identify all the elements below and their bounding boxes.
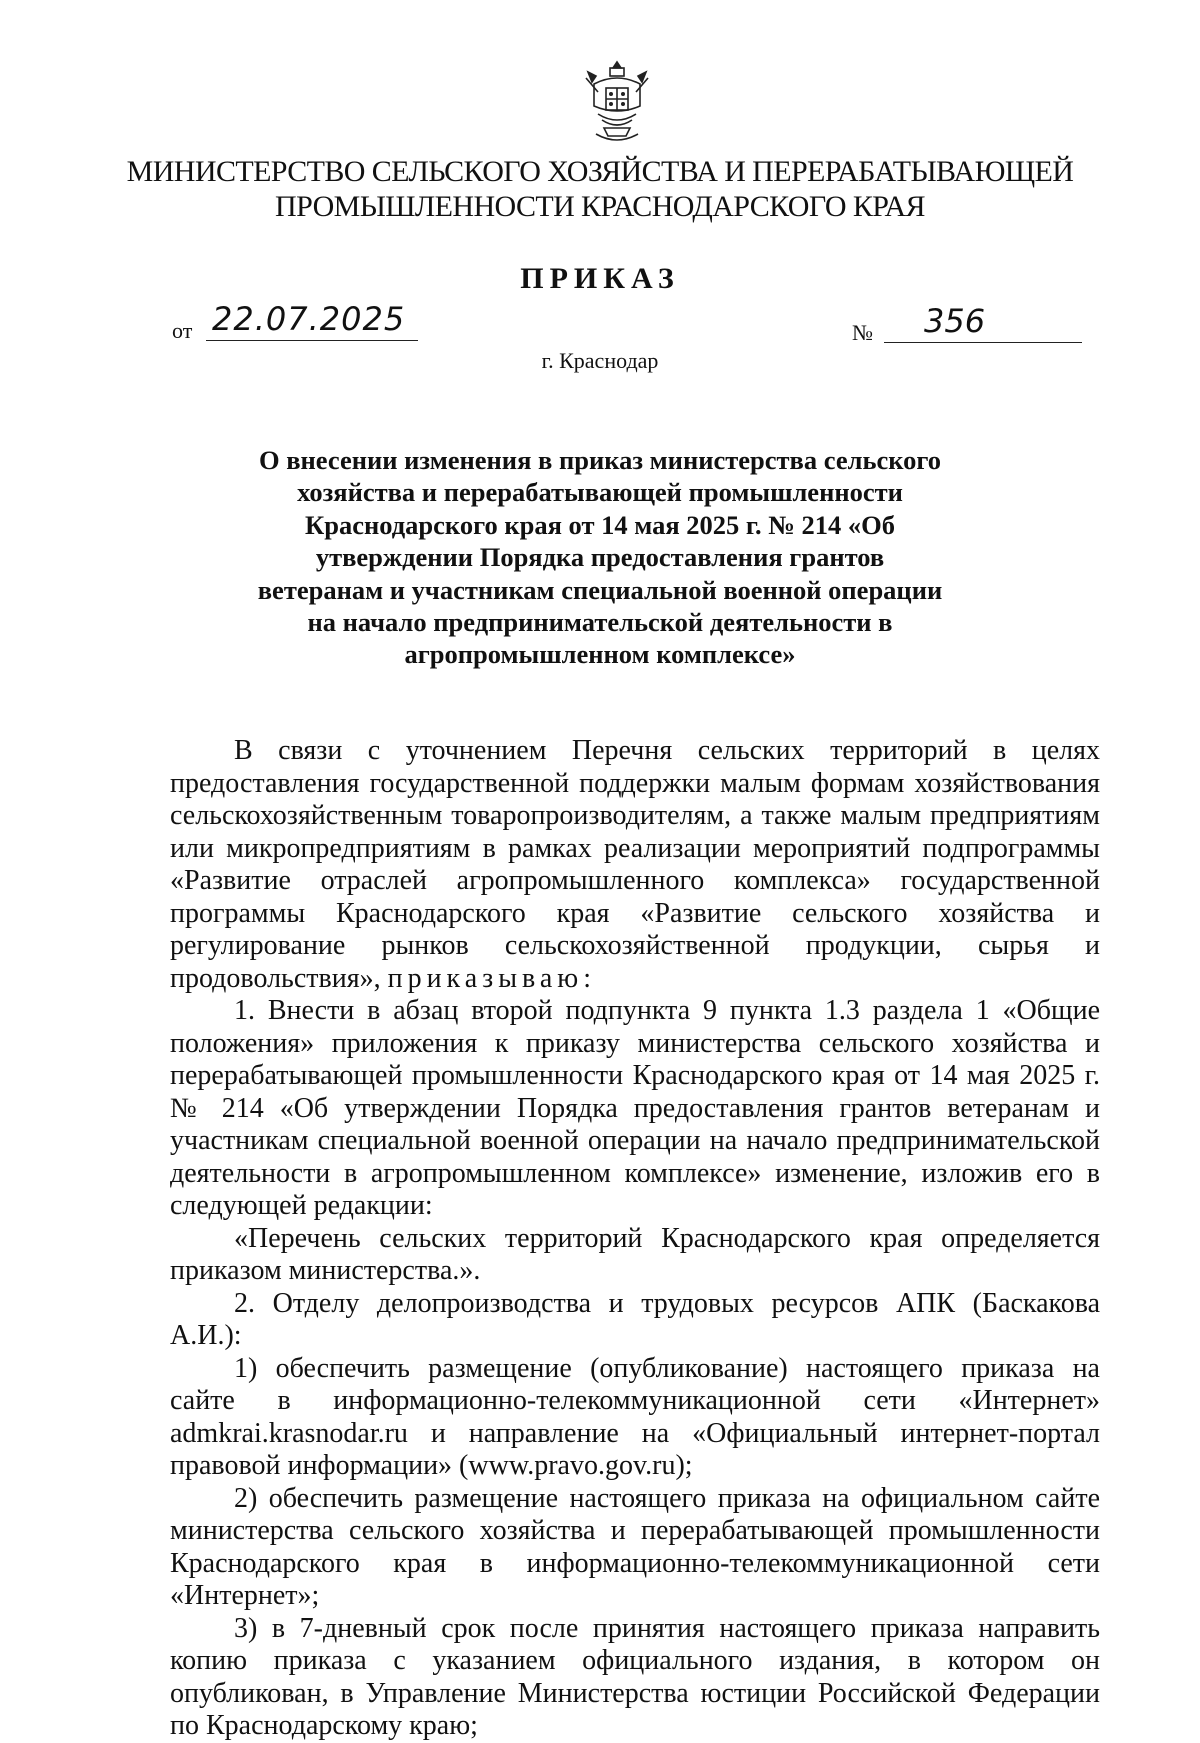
order-number xyxy=(852,300,1082,346)
city: г. Краснодар xyxy=(541,348,659,373)
paragraph-subitem-2: 2) обеспечить размещение настоящего приказа на официальном сайте министерства сельского хозяйства и перерабатывающей промышленности Краснодарского края в информационно-телекоммуникационной сети «Интернет»; xyxy=(170,1482,1100,1611)
subject-line: на начало предпринимательской деятельности в xyxy=(307,607,893,638)
paragraph-item-1: 1. Внести в абзац второй подпункта 9 пункта 1.3 раздела 1 «Общие положения» приложения к приказу министерства сельского хозяйства и перерабатывающей промышленности Краснодарского края от 14 мая 2025 г. № 214 «Об утверждении Порядка предоставления грантов ветеранам и участникам специальной военной операции на начало предпринимательской деятельности в агропромышленном комплексе» изменение, изложив его в следующей редакции: xyxy=(170,995,1100,1221)
order-title: ПРИКАЗ xyxy=(520,262,680,295)
subject-line: ветеранам и участникам специальной военной операции xyxy=(257,574,943,605)
paragraph-subitem-1: 1) обеспечить размещение (опубликование) настоящего приказа на сайте в информационно-телекоммуникационной сети «Интернет» admkrai.krasnodar.ru и направление на «Официальный интернет-портал правовой информации» (www.pravo.gov.ru); xyxy=(170,1352,1100,1481)
subject-line: хозяйства и перерабатывающей промышленности xyxy=(297,477,903,508)
number-prefix: № xyxy=(852,320,873,345)
paragraph-preamble xyxy=(170,735,1100,995)
subject-line: Краснодарского края от 14 мая 2025 г. № 214 «Об xyxy=(305,509,895,540)
krasnodar-coat-of-arms-icon xyxy=(584,58,650,148)
paragraph-quote: «Перечень сельских территорий Краснодарского края определяется приказом министерства.». xyxy=(170,1222,1100,1286)
order-body xyxy=(170,735,1100,1743)
date-prefix: от xyxy=(172,318,193,343)
order-subject xyxy=(240,444,960,671)
order-phrase: приказываю: xyxy=(387,962,597,994)
paragraph-subitem-3: 3) в 7-дневный срок после принятия настоящего приказа направить копию приказа с указанием официального издания, в котором он опубликован, в Управление Министерства юстиции Российской Федерации по Краснодарскому краю; xyxy=(170,1612,1100,1741)
paragraph-item-2: 2. Отделу делопроизводства и трудовых ресурсов АПК (Баскакова А.И.): xyxy=(170,1287,1100,1351)
ministry-line-2: ПРОМЫШЛЕННОСТИ КРАСНОДАРСКОГО КРАЯ xyxy=(275,190,925,223)
date-value-handwritten: 22.07.2025 xyxy=(206,298,418,341)
subject-line: утверждении Порядка предоставления грантов xyxy=(315,542,885,573)
order-date xyxy=(172,298,412,344)
preamble-text: В связи с уточнением Перечня сельских территорий в целях предоставления государственной поддержки малым формам хозяйствования сельскохозяйственным товаропроизводителям, а также малым предприятиям или микропредприятиям в рамках реализации мероприятий подпрограммы «Развитие отраслей агропромышленного комплекса» государственной программы Краснодарского края «Развитие сельского хозяйства и регулирование рынков сельскохозяйственной продукции, сырья и продовольствия», xyxy=(170,735,1100,994)
ministry-line-1: МИНИСТЕРСТВО СЕЛЬСКОГО ХОЗЯЙСТВА И ПЕРЕРАБАТЫВАЮЩЕЙ xyxy=(126,155,1074,188)
subject-line: О внесении изменения в приказ министерства сельского xyxy=(258,445,942,475)
ministry-name xyxy=(120,154,1080,224)
subject-line: агропромышленном комплексе» xyxy=(404,639,796,670)
number-value-handwritten: 356 xyxy=(884,300,1082,343)
